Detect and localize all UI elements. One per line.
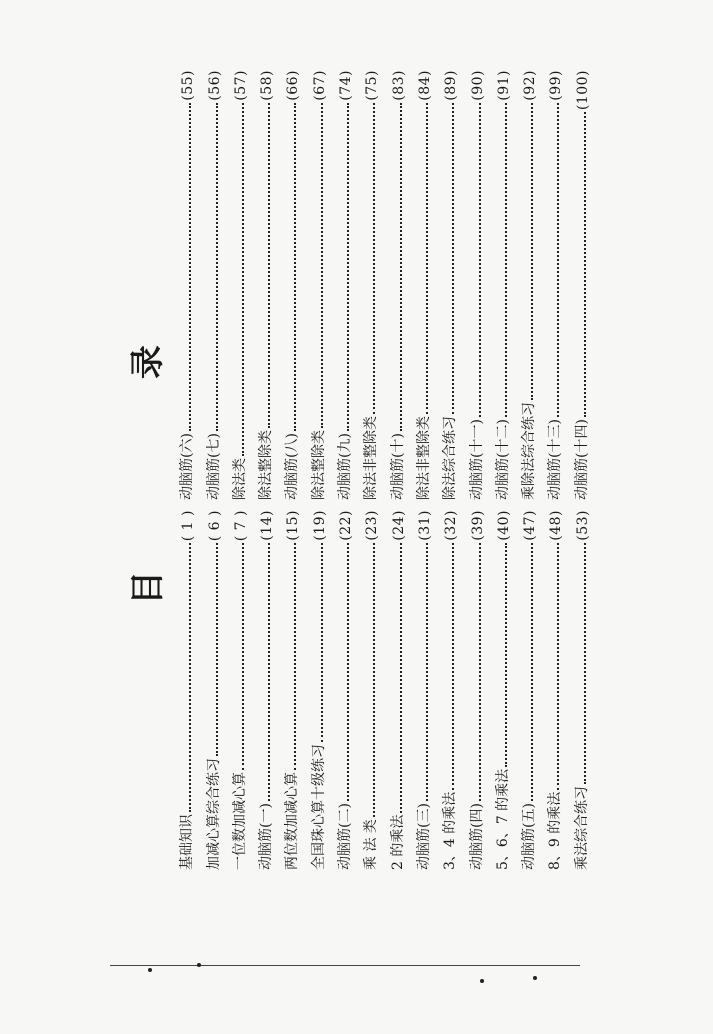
dot-leader: [400, 543, 402, 813]
toc-entry-page: (32): [443, 510, 460, 541]
dot-leader: [268, 103, 270, 428]
toc-entry-label: 动脑筋(十三): [547, 419, 564, 500]
dot-leader: [505, 103, 507, 417]
toc-entry-label: 两位数加减心算: [284, 772, 301, 870]
toc-entry-label: 动脑筋(一): [258, 803, 275, 870]
toc-entry[interactable]: [249, 510, 275, 870]
toc-entry[interactable]: [512, 510, 538, 870]
toc-entry-label: 一位数加减心算: [231, 772, 248, 870]
dot-leader: [452, 543, 454, 790]
toc-entry-page: (53): [574, 510, 591, 541]
toc-entry[interactable]: [459, 70, 485, 500]
toc-entry[interactable]: [407, 510, 433, 870]
toc-entry[interactable]: [380, 510, 406, 870]
scan-speck: [533, 976, 537, 980]
scan-speck: [480, 979, 484, 983]
toc-entry-page: ( 6 ): [206, 510, 223, 542]
toc-entry[interactable]: [328, 70, 354, 500]
toc-entry-label: 除法类: [231, 458, 248, 500]
toc-entry[interactable]: [433, 70, 459, 500]
toc-column-right: [170, 70, 591, 500]
toc-entry-label: 乘法综合练习: [573, 786, 590, 870]
dot-leader: [479, 103, 481, 417]
dot-leader: [400, 103, 402, 431]
toc-entry-page: (84): [416, 70, 433, 101]
dot-leader: [216, 543, 218, 756]
toc-entry-page: (19): [311, 510, 328, 541]
toc-entry-page: (55): [180, 70, 197, 101]
toc-entry-label: 乘除法综合练习: [521, 402, 538, 500]
dot-leader: [557, 543, 559, 790]
toc-entry-page: (100): [574, 70, 591, 111]
dot-leader: [373, 103, 375, 414]
toc-entry-label: 动脑筋(十四): [573, 419, 590, 500]
toc-entry-label: 动脑筋(三): [415, 803, 432, 870]
toc-entry-page: (83): [390, 70, 407, 101]
toc-entry[interactable]: [354, 510, 380, 870]
dot-leader: [216, 103, 218, 431]
dot-leader: [531, 103, 533, 400]
title-char-1: 目: [128, 570, 168, 605]
toc-entry[interactable]: [301, 510, 327, 870]
toc-entry-label: 乘 法 类: [363, 819, 380, 870]
toc-entry[interactable]: [223, 510, 249, 870]
dot-leader: [426, 543, 428, 801]
toc-entry-page: (67): [311, 70, 328, 101]
toc-column-left: [170, 510, 591, 870]
toc-entry-page: (75): [364, 70, 381, 101]
dot-leader: [426, 103, 428, 414]
dot-leader: [557, 103, 559, 417]
toc-entry[interactable]: [170, 510, 196, 870]
toc-entry-page: (22): [338, 510, 355, 541]
toc-entry-label: 基础知识: [179, 814, 196, 870]
toc-entry-label: 除法非整除类: [363, 416, 380, 500]
title-char-2: 录: [128, 345, 168, 380]
toc-entry[interactable]: [223, 70, 249, 500]
scan-speck: [148, 968, 152, 972]
dot-leader: [479, 543, 481, 801]
toc-entry-page: (56): [206, 70, 223, 101]
toc-entry-page: (91): [495, 70, 512, 101]
toc-entry-page: (24): [390, 510, 407, 541]
toc-entry-page: (15): [285, 510, 302, 541]
toc-entry[interactable]: [196, 510, 222, 870]
toc-entry-page: (58): [259, 70, 276, 101]
toc-entry-page: (40): [495, 510, 512, 541]
toc-entry-page: (48): [548, 510, 565, 541]
dot-leader: [321, 103, 323, 428]
toc-entry-label: 动脑筋(十二): [494, 419, 511, 500]
toc-entry[interactable]: [486, 510, 512, 870]
toc-entry[interactable]: [538, 510, 564, 870]
toc-entry-page: ( 1 ): [180, 510, 197, 542]
toc-entry-label: 除法综合练习: [442, 416, 459, 500]
toc-entry-page: (66): [285, 70, 302, 101]
toc-entry[interactable]: [354, 70, 380, 500]
dot-leader: [505, 543, 507, 767]
toc-entry-label: 除法整除类: [310, 430, 327, 500]
toc-entry-page: (23): [364, 510, 381, 541]
dot-leader: [531, 543, 533, 801]
toc-entry-label: 动脑筋(五): [521, 803, 538, 870]
toc-entry[interactable]: [275, 510, 301, 870]
dot-leader: [294, 543, 296, 770]
toc-entry-label: 8、9 的乘法: [547, 791, 564, 870]
dot-leader: [294, 103, 296, 431]
toc-entry-label: 2 的乘法: [389, 814, 406, 870]
toc-entry-label: 5、6、7 的乘法: [494, 768, 511, 870]
toc-entry-page: (89): [443, 70, 460, 101]
toc-entry-page: (90): [469, 70, 486, 101]
dot-leader: [347, 543, 349, 801]
toc-entry-label: 动脑筋(八): [284, 433, 301, 500]
toc-entry-page: (74): [338, 70, 355, 101]
toc-entry-label: 动脑筋(十一): [468, 419, 485, 500]
toc-entry-label: 动脑筋(二): [337, 803, 354, 870]
toc-entry[interactable]: [486, 70, 512, 500]
dot-leader: [347, 103, 349, 431]
toc-entry-label: 加减心算综合练习: [205, 758, 222, 870]
dot-leader: [321, 543, 323, 742]
rotated-content: [128, 70, 640, 870]
toc-entry-label: 动脑筋(九): [337, 433, 354, 500]
toc-entry-page: ( 7 ): [232, 510, 249, 542]
toc-entry[interactable]: [564, 510, 590, 870]
toc-entry-label: 动脑筋(十): [389, 433, 406, 500]
toc-entry[interactable]: [564, 70, 590, 500]
toc-entry[interactable]: [459, 510, 485, 870]
toc-entry-page: (39): [469, 510, 486, 541]
page-title: [120, 80, 169, 870]
dot-leader: [242, 103, 244, 456]
toc-entry-label: 动脑筋(六): [179, 433, 196, 500]
dot-leader: [584, 543, 586, 784]
toc-entry[interactable]: [328, 510, 354, 870]
dot-leader: [268, 543, 270, 801]
page-bottom-rule: [110, 965, 580, 966]
toc-entry-page: (99): [548, 70, 565, 101]
dot-leader: [242, 543, 244, 770]
toc-entry[interactable]: [512, 70, 538, 500]
toc-entry-page: (31): [416, 510, 433, 541]
dot-leader: [189, 103, 191, 431]
dot-leader: [373, 543, 375, 817]
toc-entry[interactable]: [196, 70, 222, 500]
toc-entry-label: 动脑筋(四): [468, 803, 485, 870]
toc-entry[interactable]: [407, 70, 433, 500]
toc-entry[interactable]: [538, 70, 564, 500]
toc-entry-page: (57): [232, 70, 249, 101]
toc-entry-label: 全国珠心算十级练习: [310, 744, 327, 870]
toc-entry-page: (92): [522, 70, 539, 101]
toc-entry[interactable]: [170, 70, 196, 500]
toc-entry-label: 3、4 的乘法: [442, 791, 459, 870]
dot-leader: [189, 543, 191, 812]
scan-speck: [197, 963, 201, 967]
toc-entry-page: (47): [522, 510, 539, 541]
toc-entry-label: 除法整除类: [258, 430, 275, 500]
toc-entry[interactable]: [301, 70, 327, 500]
toc-entry[interactable]: [249, 70, 275, 500]
toc-entry[interactable]: [380, 70, 406, 500]
dot-leader: [452, 103, 454, 414]
toc-entry[interactable]: [433, 510, 459, 870]
dot-leader: [584, 112, 586, 417]
toc-entry-page: (14): [259, 510, 276, 541]
toc-entry-label: 除法非整除类: [415, 416, 432, 500]
toc-entry-label: 动脑筋(七): [205, 433, 222, 500]
toc-entry[interactable]: [275, 70, 301, 500]
